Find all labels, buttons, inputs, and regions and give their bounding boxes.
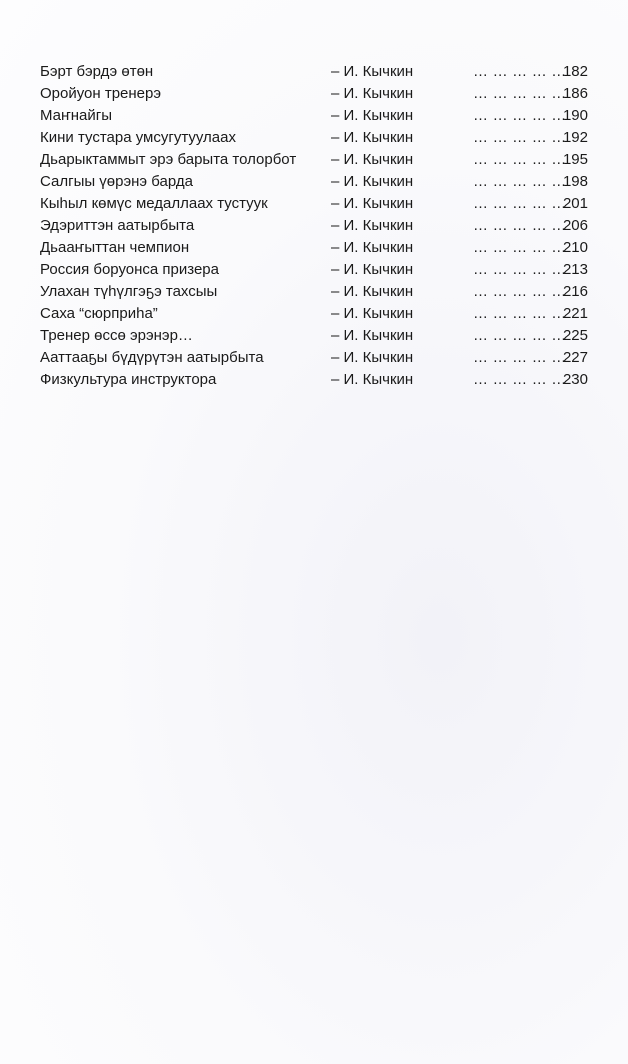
toc-entry-leader: … … … … … [473, 305, 567, 322]
toc-entry-title: Дьарыктаммыт эрэ барыта толорбот [40, 151, 297, 168]
toc-entry-page: 186 [562, 85, 588, 102]
toc-entry [40, 325, 600, 347]
toc-entry-author: – И. Кычкин [331, 151, 414, 168]
toc-entry-author: – И. Кычкин [331, 63, 414, 80]
toc-entry-leader: … … … … … [473, 349, 567, 366]
toc-entry-title: Улахан түһүлгэҕэ тахсыы [40, 283, 218, 300]
toc-entry-author: – И. Кычкин [331, 239, 414, 256]
toc-entry-leader: … … … … … [473, 129, 567, 146]
toc-entry [40, 193, 600, 215]
toc-entry-author: – И. Кычкин [331, 173, 414, 190]
toc-entry-page: 221 [562, 305, 588, 322]
toc-entry [40, 303, 600, 325]
toc-entry-title: Тренер өссө эрэнэр… [40, 327, 193, 344]
toc-entry [40, 171, 600, 193]
toc-entry-page: 201 [562, 195, 588, 212]
toc-entry-title: Эдэриттэн аатырбыта [40, 217, 195, 234]
toc-entry-title: Физкультура инструктора [40, 371, 217, 388]
toc-entry-page: 216 [562, 283, 588, 300]
toc-entry-leader: … … … … … [473, 217, 567, 234]
toc-entry-page: 206 [562, 217, 588, 234]
toc-entry-author: – И. Кычкин [331, 195, 414, 212]
toc-entry-author: – И. Кычкин [331, 85, 414, 102]
toc-entry-page: 225 [562, 327, 588, 344]
toc-entry-page: 190 [562, 107, 588, 124]
toc-entry-title: Маҥнайгы [40, 107, 112, 124]
toc-entry-leader: … … … … … [473, 283, 567, 300]
toc-entry-leader: … … … … … [473, 173, 567, 190]
toc-entry-title: Ааттааҕы бүдүрүтэн аатырбыта [40, 349, 264, 366]
toc-entry-page: 227 [562, 349, 588, 366]
toc-entry [40, 149, 600, 171]
toc-entry [40, 259, 600, 281]
toc-entry-author: – И. Кычкин [331, 129, 414, 146]
toc-entry-author: – И. Кычкин [331, 217, 414, 234]
toc-entry-author: – И. Кычкин [331, 305, 414, 322]
toc-entry-author: – И. Кычкин [331, 349, 414, 366]
toc-entry-title: Саха “сюрприһа” [40, 305, 158, 322]
toc-entry-leader: … … … … … [473, 107, 567, 124]
toc-entry-leader: … … … … … [473, 261, 567, 278]
toc-entry-leader: … … … … … [473, 327, 567, 344]
toc-entry-leader: … … … … … [473, 371, 567, 388]
toc-entry [40, 61, 600, 83]
table-of-contents [40, 61, 600, 391]
toc-entry [40, 369, 600, 391]
toc-entry [40, 215, 600, 237]
toc-entry-page: 210 [562, 239, 588, 256]
toc-entry [40, 347, 600, 369]
toc-entry-title: Салгыы үөрэнэ барда [40, 173, 193, 190]
toc-entry [40, 105, 600, 127]
toc-entry-page: 195 [562, 151, 588, 168]
toc-entry-title: Бэрт бэрдэ өтөн [40, 63, 154, 80]
toc-entry-title: Россия боруонса призера [40, 261, 219, 278]
toc-entry [40, 83, 600, 105]
toc-entry-page: 182 [562, 63, 588, 80]
toc-entry-author: – И. Кычкин [331, 371, 414, 388]
toc-entry-title: Кини тустара умсугутуулаах [40, 129, 236, 146]
toc-entry [40, 281, 600, 303]
toc-entry-author: – И. Кычкин [331, 107, 414, 124]
toc-entry-page: 213 [562, 261, 588, 278]
toc-entry-title: Оройуон тренерэ [40, 85, 162, 102]
toc-entry [40, 127, 600, 149]
toc-entry-leader: … … … … … [473, 151, 567, 168]
toc-entry-leader: … … … … … [473, 239, 567, 256]
toc-entry-leader: … … … … … [473, 85, 567, 102]
toc-entry-author: – И. Кычкин [331, 327, 414, 344]
toc-entry-author: – И. Кычкин [331, 283, 414, 300]
toc-entry-page: 230 [562, 371, 588, 388]
toc-entry-author: – И. Кычкин [331, 261, 414, 278]
toc-entry-page: 198 [562, 173, 588, 190]
toc-entry [40, 237, 600, 259]
toc-entry-page: 192 [562, 129, 588, 146]
toc-entry-leader: … … … … … [473, 195, 567, 212]
toc-entry-leader: … … … … … [473, 63, 567, 80]
toc-entry-title: Кыһыл көмүс медаллаах тустуук [40, 195, 268, 212]
toc-entry-title: Дьааҥыттан чемпион [40, 239, 190, 256]
